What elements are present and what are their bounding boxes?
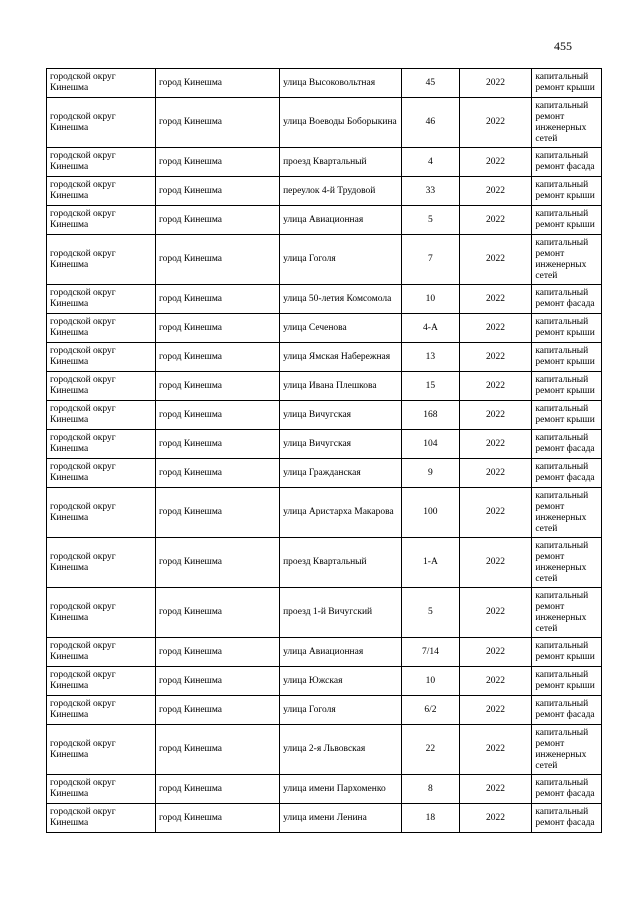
table-row [47,667,602,696]
cell-municipality: городской округ Кинешма [47,285,156,314]
table-row [47,314,602,343]
cell-city: город Кинешма [155,804,279,833]
table-row [47,430,602,459]
cell-municipality: городской округ Кинешма [47,98,156,148]
cell-work-type: капитальный ремонт крыши [532,401,602,430]
cell-house-number: 10 [402,285,460,314]
cell-municipality: городской округ Кинешма [47,488,156,538]
cell-work-type: капитальный ремонт крыши [532,667,602,696]
cell-year: 2022 [459,235,532,285]
cell-street: улица Вичугская [280,401,402,430]
cell-street: улица Воеводы Боборыкина [280,98,402,148]
cell-street: улица 2-я Львовская [280,725,402,775]
table-row [47,98,602,148]
cell-municipality: городской округ Кинешма [47,696,156,725]
cell-year: 2022 [459,430,532,459]
cell-house-number: 4-А [402,314,460,343]
cell-municipality: городской округ Кинешма [47,538,156,588]
table-row [47,775,602,804]
cell-work-type: капитальный ремонт фасада [532,804,602,833]
cell-street: улица Ивана Плешкова [280,372,402,401]
table-row [47,401,602,430]
cell-house-number: 13 [402,343,460,372]
cell-municipality: городской округ Кинешма [47,459,156,488]
cell-house-number: 4 [402,148,460,177]
cell-house-number: 10 [402,667,460,696]
cell-street: улица 50-летия Комсомола [280,285,402,314]
cell-year: 2022 [459,372,532,401]
table-row [47,459,602,488]
cell-city: город Кинешма [155,538,279,588]
cell-house-number: 9 [402,459,460,488]
cell-city: город Кинешма [155,98,279,148]
cell-city: город Кинешма [155,696,279,725]
cell-city: город Кинешма [155,285,279,314]
cell-city: город Кинешма [155,314,279,343]
cell-year: 2022 [459,343,532,372]
cell-year: 2022 [459,588,532,638]
cell-municipality: городской округ Кинешма [47,235,156,285]
cell-house-number: 104 [402,430,460,459]
cell-municipality: городской округ Кинешма [47,314,156,343]
cell-city: город Кинешма [155,177,279,206]
cell-work-type: капитальный ремонт крыши [532,343,602,372]
cell-year: 2022 [459,775,532,804]
cell-municipality: городской округ Кинешма [47,430,156,459]
cell-municipality: городской округ Кинешма [47,206,156,235]
cell-street: улица Авиационная [280,638,402,667]
cell-work-type: капитальный ремонт инженерных сетей [532,725,602,775]
cell-street: улица имени Пархоменко [280,775,402,804]
cell-street: улица имени Ленина [280,804,402,833]
cell-street: улица Южская [280,667,402,696]
cell-city: город Кинешма [155,372,279,401]
cell-work-type: капитальный ремонт фасада [532,775,602,804]
cell-municipality: городской округ Кинешма [47,804,156,833]
cell-work-type: капитальный ремонт фасада [532,285,602,314]
table-row [47,588,602,638]
cell-house-number: 18 [402,804,460,833]
cell-year: 2022 [459,725,532,775]
cell-work-type: капитальный ремонт инженерных сетей [532,588,602,638]
cell-year: 2022 [459,177,532,206]
cell-work-type: капитальный ремонт крыши [532,177,602,206]
table-row [47,538,602,588]
cell-street: улица Гоголя [280,235,402,285]
cell-work-type: капитальный ремонт фасада [532,696,602,725]
cell-year: 2022 [459,488,532,538]
cell-city: город Кинешма [155,638,279,667]
cell-municipality: городской округ Кинешма [47,372,156,401]
cell-street: улица Гоголя [280,696,402,725]
cell-municipality: городской округ Кинешма [47,775,156,804]
table-row [47,725,602,775]
cell-city: город Кинешма [155,430,279,459]
cell-work-type: капитальный ремонт инженерных сетей [532,488,602,538]
cell-city: город Кинешма [155,235,279,285]
cell-city: город Кинешма [155,69,279,98]
cell-work-type: капитальный ремонт фасада [532,430,602,459]
page-number: 455 [554,39,572,53]
cell-year: 2022 [459,98,532,148]
table-row [47,69,602,98]
cell-street: улица Высоковольтная [280,69,402,98]
cell-street: проезд Квартальный [280,148,402,177]
cell-municipality: городской округ Кинешма [47,725,156,775]
cell-work-type: капитальный ремонт фасада [532,148,602,177]
cell-year: 2022 [459,314,532,343]
cell-street: проезд Квартальный [280,538,402,588]
table-row [47,285,602,314]
table-row [47,206,602,235]
cell-house-number: 5 [402,588,460,638]
cell-street: улица Аристарха Макарова [280,488,402,538]
cell-street: проезд 1-й Вичугский [280,588,402,638]
cell-municipality: городской округ Кинешма [47,343,156,372]
cell-city: город Кинешма [155,459,279,488]
cell-city: город Кинешма [155,488,279,538]
table-row [47,177,602,206]
cell-city: город Кинешма [155,401,279,430]
table-row [47,148,602,177]
cell-work-type: капитальный ремонт крыши [532,372,602,401]
cell-house-number: 168 [402,401,460,430]
cell-year: 2022 [459,538,532,588]
cell-year: 2022 [459,401,532,430]
cell-street: улица Вичугская [280,430,402,459]
cell-house-number: 7 [402,235,460,285]
cell-city: город Кинешма [155,206,279,235]
cell-year: 2022 [459,638,532,667]
cell-municipality: городской округ Кинешма [47,588,156,638]
cell-street: переулок 4-й Трудовой [280,177,402,206]
cell-work-type: капитальный ремонт инженерных сетей [532,98,602,148]
cell-year: 2022 [459,69,532,98]
housing-repair-table [46,68,602,833]
cell-year: 2022 [459,206,532,235]
cell-house-number: 46 [402,98,460,148]
cell-street: улица Авиационная [280,206,402,235]
cell-municipality: городской округ Кинешма [47,177,156,206]
cell-house-number: 6/2 [402,696,460,725]
table-row [47,804,602,833]
cell-work-type: капитальный ремонт крыши [532,638,602,667]
table-row [47,638,602,667]
table-row [47,488,602,538]
cell-city: город Кинешма [155,725,279,775]
cell-city: город Кинешма [155,588,279,638]
cell-street: улица Гражданская [280,459,402,488]
cell-work-type: капитальный ремонт инженерных сетей [532,538,602,588]
cell-work-type: капитальный ремонт инженерных сетей [532,235,602,285]
table-row [47,372,602,401]
cell-municipality: городской округ Кинешма [47,667,156,696]
cell-house-number: 8 [402,775,460,804]
cell-house-number: 7/14 [402,638,460,667]
cell-house-number: 1-А [402,538,460,588]
table-body [47,69,602,833]
cell-street: улица Ямская Набережная [280,343,402,372]
cell-house-number: 45 [402,69,460,98]
cell-work-type: капитальный ремонт фасада [532,459,602,488]
table-row [47,235,602,285]
cell-year: 2022 [459,148,532,177]
cell-house-number: 100 [402,488,460,538]
cell-year: 2022 [459,459,532,488]
cell-city: город Кинешма [155,343,279,372]
cell-city: город Кинешма [155,667,279,696]
cell-house-number: 22 [402,725,460,775]
cell-year: 2022 [459,696,532,725]
cell-year: 2022 [459,285,532,314]
cell-year: 2022 [459,667,532,696]
cell-street: улица Сеченова [280,314,402,343]
cell-house-number: 33 [402,177,460,206]
cell-house-number: 15 [402,372,460,401]
cell-work-type: капитальный ремонт крыши [532,69,602,98]
cell-house-number: 5 [402,206,460,235]
cell-municipality: городской округ Кинешма [47,401,156,430]
table-row [47,696,602,725]
cell-work-type: капитальный ремонт крыши [532,206,602,235]
cell-municipality: городской округ Кинешма [47,638,156,667]
cell-city: город Кинешма [155,148,279,177]
cell-municipality: городской округ Кинешма [47,148,156,177]
cell-municipality: городской округ Кинешма [47,69,156,98]
cell-city: город Кинешма [155,775,279,804]
cell-work-type: капитальный ремонт крыши [532,314,602,343]
cell-year: 2022 [459,804,532,833]
table-row [47,343,602,372]
